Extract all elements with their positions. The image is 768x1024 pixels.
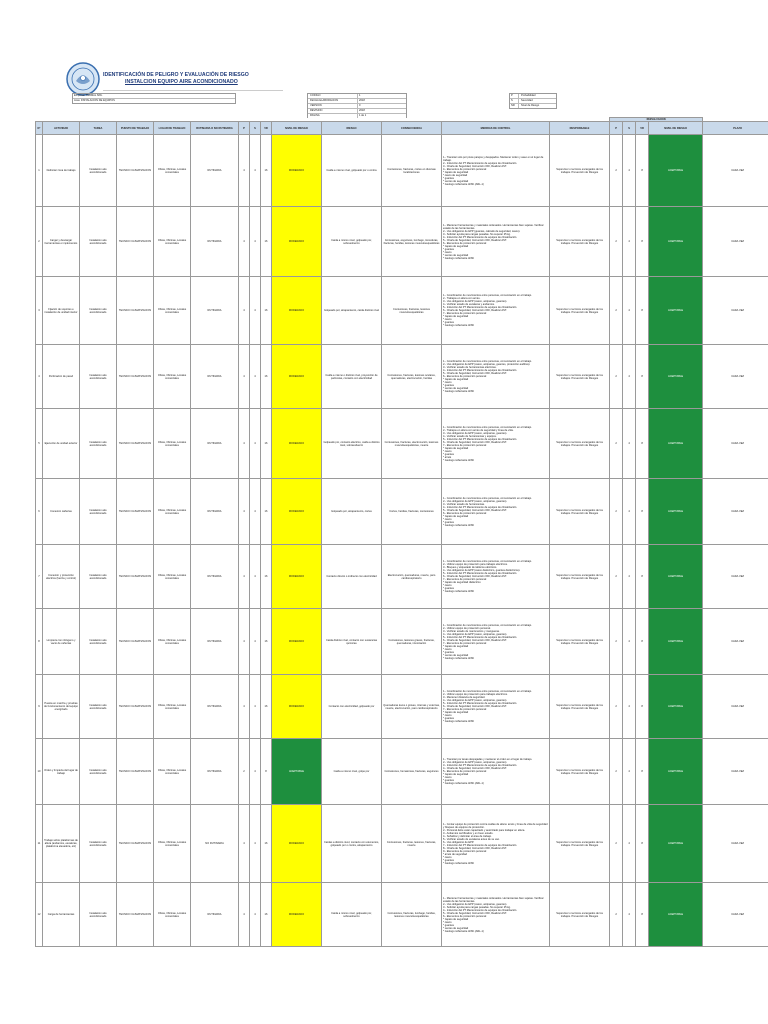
row-p2: 2 bbox=[610, 479, 623, 545]
row-nivel: MODERADO bbox=[272, 277, 322, 345]
col-n: N° bbox=[36, 122, 43, 135]
legend-label: Nivel de Riesgo bbox=[521, 104, 540, 107]
row-nivel2: ACEPTABLE bbox=[649, 409, 703, 479]
row-vr: 16 bbox=[261, 207, 272, 277]
row-p2: 2 bbox=[610, 207, 623, 277]
legend-label: Probabilidad bbox=[521, 94, 536, 97]
row-vr2: 8 bbox=[636, 135, 649, 207]
row-p2: 2 bbox=[610, 345, 623, 409]
row-number: 7 bbox=[36, 545, 43, 609]
row-nivel2: ACEPTABLE bbox=[649, 479, 703, 545]
row-plazo: CADA VEZ bbox=[703, 805, 768, 883]
row-puesto: TECNICO CLIMATIZACION bbox=[117, 739, 154, 805]
row-s: 4 bbox=[250, 207, 261, 277]
row-rutinaria: RUTINARIA bbox=[191, 545, 239, 609]
row-s: 4 bbox=[250, 409, 261, 479]
row-nivel: MODERADO bbox=[272, 207, 322, 277]
row-tarea: Instalacion aire acondicionado bbox=[80, 805, 117, 883]
row-riesgo: Caída a mismo nivel, golpeado por, sobreesfuerzo bbox=[322, 207, 382, 277]
row-vr: 16 bbox=[261, 609, 272, 675]
row-s2: 4 bbox=[623, 609, 636, 675]
row-tarea: Instalacion aire acondicionado bbox=[80, 883, 117, 947]
row-puesto: TECNICO CLIMATIZACION bbox=[117, 883, 154, 947]
row-p: 4 bbox=[239, 805, 250, 883]
table-row bbox=[36, 345, 768, 409]
row-vr2: 8 bbox=[636, 739, 649, 805]
row-riesgo: Caída a mismo o distinto nivel, proyección de partículas, contacto con electricidad bbox=[322, 345, 382, 409]
row-plazo: CADA VEZ bbox=[703, 207, 768, 277]
row-riesgo: Golpeado por, contacto eléctrico, caída a distinto nivel, sobreesfuerzo bbox=[322, 409, 382, 479]
row-rutinaria: RUTINARIA bbox=[191, 277, 239, 345]
row-p: 2 bbox=[239, 739, 250, 805]
row-vr: 16 bbox=[261, 409, 272, 479]
row-actividad: Cargar y descargar herramientas e implementos bbox=[43, 207, 80, 277]
table-row bbox=[36, 545, 768, 609]
row-p2: 2 bbox=[610, 883, 623, 947]
row-nivel2: ACEPTABLE bbox=[649, 739, 703, 805]
col-vr: VR bbox=[261, 122, 272, 135]
row-nivel2: ACEPTABLE bbox=[649, 345, 703, 409]
row-responsable: Supervisor o tecnicos encargados de los trabajos. Prevención de Riesgos bbox=[550, 277, 610, 345]
row-tarea: Instalacion aire acondicionado bbox=[80, 609, 117, 675]
row-riesgo: Caídas a distinto nivel, contacto con elementos, golpeado por o contra, atrapamiento bbox=[322, 805, 382, 883]
row-rutinaria: RUTINARIA bbox=[191, 883, 239, 947]
col-consecuencia: CONSECUENCIA bbox=[382, 122, 442, 135]
row-riesgo: Caída distinto nivel, contacto con sustancias químicas bbox=[322, 609, 382, 675]
document-subtitle: INSTALCION EQUIPO AIRE ACONDICIONADO bbox=[125, 79, 238, 85]
row-tarea: Instalacion aire acondicionado bbox=[80, 675, 117, 739]
row-p: 4 bbox=[239, 345, 250, 409]
row-consecuencia: Contusiones, fracturas, lesiones, fracturas, muerte bbox=[382, 805, 442, 883]
row-number: 4 bbox=[36, 345, 43, 409]
info-label: FECHA ELABORACION bbox=[309, 99, 358, 103]
info-box-left bbox=[72, 93, 236, 104]
row-riesgo: Caída a mismo nivel, golpeado por, sobreesfuerzo bbox=[322, 883, 382, 947]
company-logo-icon bbox=[66, 62, 100, 96]
row-actividad: Conexión y protección eléctrica (fuerza y control) bbox=[43, 545, 80, 609]
row-vr: 16 bbox=[261, 345, 272, 409]
table-row bbox=[36, 277, 768, 345]
row-lugar: Obras, Oficinas, Locales comerciales bbox=[154, 805, 191, 883]
row-tarea: Instalacion aire acondicionado bbox=[80, 277, 117, 345]
row-medidas: 1.- Coordinación de movimientos entre personas, comunicación en el trabajo. 2.- Uso obligatorio de EPP (casco, antiparras, guantes, protección auditiva). 3.- Verificar estado de herramientas eléctricas. 4.- Inducción del PT Mantenimiento de equipos de climatización. 5.- Charla de Seguridad, Instrucción ODI, Realizar AST. 6.- Elementos de protección personal: * zapato de seguridad * casco * guantes * Lentes de seguridad * Geologo reflectante ANSI bbox=[442, 345, 550, 409]
row-puesto: TECNICO CLIMATIZACION bbox=[117, 277, 154, 345]
row-nivel2: ACEPTABLE bbox=[649, 805, 703, 883]
row-medidas: 1.- Mantener herramientas y materiales ordenados. Herramientas bien sujetas. Verificar estado de las herramientas. 2.- Uso obligatorio de EPP (casco, antiparras, guantes). 3.- Solicitar ayuda para cargas pesadas. No superar 25 kg. 4.- Inducción del PT Mantenimiento de equipos de climatización. 5.- Charla de Seguridad, Instrucción ODI, Realizar AST. 6.- Elementos de protección personal: * zapato de seguridad * casco * guantes * Lentes de seguridad * Geologo reflectante ANSI (ARL-1) bbox=[442, 883, 550, 947]
row-plazo: CADA VEZ bbox=[703, 675, 768, 739]
row-puesto: TECNICO CLIMATIZACION bbox=[117, 479, 154, 545]
row-consecuencia: Contusiones, fracturas, lumbago, heridas, lesiones musculoesqueléticas bbox=[382, 883, 442, 947]
legend-box bbox=[509, 93, 557, 109]
document-title: IDENTIFICACIÓN DE PELIGRO Y EVALUACIÓN DE RIESGO bbox=[103, 72, 249, 78]
row-vr: 16 bbox=[261, 675, 272, 739]
row-rutinaria: RUTINARIA bbox=[191, 739, 239, 805]
row-s: 4 bbox=[250, 545, 261, 609]
row-tarea: Instalacion aire acondicionado bbox=[80, 409, 117, 479]
row-responsable: Supervisor o tecnicos encargados de los trabajos. Prevención de Riesgos bbox=[550, 739, 610, 805]
row-plazo: CADA VEZ bbox=[703, 135, 768, 207]
row-nivel: MODERADO bbox=[272, 545, 322, 609]
info-area: Área: INSTALACION DE EQUIPOS bbox=[74, 99, 115, 102]
row-puesto: TECNICO CLIMATIZACION bbox=[117, 409, 154, 479]
title-underline bbox=[103, 90, 283, 91]
info-value: 1 de 1 bbox=[359, 114, 367, 117]
row-actividad: Carga de herramientas bbox=[43, 883, 80, 947]
table-row bbox=[36, 609, 768, 675]
row-plazo: CADA VEZ bbox=[703, 277, 768, 345]
table-row bbox=[36, 479, 768, 545]
row-actividad: Puesta en marcha y pruebas de funcionamiento del equipo energizado bbox=[43, 675, 80, 739]
row-riesgo: Contacto con electricidad, golpeado por bbox=[322, 675, 382, 739]
row-responsable: Supervisor o tecnicos encargados de los trabajos. Prevención de Riesgos bbox=[550, 135, 610, 207]
col-plazo: PLAZO bbox=[703, 122, 768, 135]
col-p2: P bbox=[610, 122, 623, 135]
row-vr: 16 bbox=[261, 479, 272, 545]
risk-matrix-table bbox=[35, 117, 768, 947]
table-row bbox=[36, 675, 768, 739]
row-number: 1 bbox=[36, 135, 43, 207]
row-s: 4 bbox=[250, 609, 261, 675]
row-lugar: Obras, Oficinas, Locales comerciales bbox=[154, 739, 191, 805]
row-tarea: Instalacion aire acondicionado bbox=[80, 739, 117, 805]
table-row bbox=[36, 207, 768, 277]
table-row bbox=[36, 883, 768, 947]
row-s2: 4 bbox=[623, 409, 636, 479]
row-medidas: 1.- Coordinación de movimientos entre personas, comunicación en el trabajo. 2.- Utilizar equipo de protección personal. 3.- Verificar estado de manómetros y mangueras. 4.- Uso obligatorio de EPP (casco, antiparras, guantes). 5.- Inducción del PT Mantenimiento de equipos de climatización. 6.- Charla de Seguridad, Instrucción ODI, Realizar AST. 7.- Elementos de protección personal: * zapato de seguridad * casco * guantes * Lentes de seguridad * Geologo reflectante ANSI bbox=[442, 609, 550, 675]
row-s2: 4 bbox=[623, 135, 636, 207]
row-consecuencia: Electrocución, quemaduras, muerte, paro cardiorespiratorio bbox=[382, 545, 442, 609]
row-medidas: 1.- Coordinación de movimientos entre personas, comunicación en el trabajo. 2.- Utilizar equipo de protección para trabajos eléctricos. 3.- Bloqueo y etiquetado de tableros eléctricos. 4.- Uso obligatorio de EPP (casco dieléctrico, guantes dieléctricos). 5.- Inducción del PT Mantenimiento de equipos de climatización. 6.- Charla de Seguridad, Instrucción ODI, Realizar AST. 7.- Elementos de protección personal: * zapato de seguridad dieléctrico * casco * guantes * Geologo reflectante ANSI bbox=[442, 545, 550, 609]
row-nivel2: ACEPTABLE bbox=[649, 277, 703, 345]
row-responsable: Supervisor o tecnicos encargados de los trabajos. Prevención de Riesgos bbox=[550, 345, 610, 409]
row-p2: 2 bbox=[610, 805, 623, 883]
row-responsable: Supervisor o tecnicos encargados de los trabajos. Prevención de Riesgos bbox=[550, 409, 610, 479]
row-vr: 8 bbox=[261, 739, 272, 805]
info-value: 1 bbox=[359, 94, 361, 97]
row-medidas: 1.- Transitar solo por pisos parejos y despejados. Mantener orden y aseo en el lugar de trabajo. 2.- Inducción del PT Mantenimiento de equipos de climatización. 3.- Charla de Seguridad, Instrucción ODI, Realizar AST. 4.- Elementos de protección personal: * zapato de seguridad * casco de seguridad * guantes * Lentes de seguridad * Geologo reflectante ANSI (ARL-1) bbox=[442, 135, 550, 207]
info-label: VERSION bbox=[309, 104, 358, 108]
row-rutinaria: RUTINARIA bbox=[191, 135, 239, 207]
row-s: 4 bbox=[250, 135, 261, 207]
row-consecuencia: Contusiones, lesiones graves, fracturas, quemaduras, intoxicación bbox=[382, 609, 442, 675]
row-vr2: 8 bbox=[636, 545, 649, 609]
row-p: 4 bbox=[239, 609, 250, 675]
row-responsable: Supervisor o tecnicos encargados de los trabajos. Prevención de Riesgos bbox=[550, 545, 610, 609]
row-p: 4 bbox=[239, 675, 250, 739]
row-p2: 2 bbox=[610, 545, 623, 609]
legend-key: NR bbox=[511, 104, 519, 108]
col-vr2: VR bbox=[636, 122, 649, 135]
row-tarea: Instalacion aire acondicionado bbox=[80, 545, 117, 609]
col-nivel: NIVEL DE RIESGO bbox=[272, 122, 322, 135]
legend-key: S bbox=[511, 99, 519, 103]
row-medidas: 1.- Coordinación de movimientos entre personas, comunicación en el trabajo. 2.- Uso obligatorio de EPP (casco, antiparras, guantes). 3.- Verificar estado de herramientas. 4.- Inducción del PT Mantenimiento de equipos de climatización. 5.- Charla de Seguridad, Instrucción ODI, Realizar AST. 6.- Elementos de protección personal: * zapato de seguridad * casco * guantes * Geologo reflectante ANSI bbox=[442, 479, 550, 545]
reevaluation-header: REEVALUACION bbox=[610, 118, 703, 122]
row-s: 4 bbox=[250, 277, 261, 345]
row-plazo: CADA VEZ bbox=[703, 739, 768, 805]
row-plazo: CADA VEZ bbox=[703, 345, 768, 409]
row-number: 2 bbox=[36, 207, 43, 277]
row-responsable: Supervisor o tecnicos encargados de los trabajos. Prevención de Riesgos bbox=[550, 805, 610, 883]
row-puesto: TECNICO CLIMATIZACION bbox=[117, 675, 154, 739]
row-consecuencia: Contusiones, fracturas, cortes en diversas localizaciones bbox=[382, 135, 442, 207]
col-riesgo: RIESGO bbox=[322, 122, 382, 135]
row-lugar: Obras, Oficinas, Locales comerciales bbox=[154, 675, 191, 739]
row-actividad: Fijación de soportes e instalación de unidad interior bbox=[43, 277, 80, 345]
row-nivel: MODERADO bbox=[272, 479, 322, 545]
row-vr2: 8 bbox=[636, 805, 649, 883]
row-s: 4 bbox=[250, 883, 261, 947]
row-vr2: 8 bbox=[636, 675, 649, 739]
row-p2: 2 bbox=[610, 409, 623, 479]
row-tarea: Instalacion aire acondicionado bbox=[80, 135, 117, 207]
col-nivel2: NIVEL DE RIESGO bbox=[649, 122, 703, 135]
col-puesto: PUESTO DE TRABAJO bbox=[117, 122, 154, 135]
row-s2: 4 bbox=[623, 207, 636, 277]
row-number: 8 bbox=[36, 609, 43, 675]
row-p: 4 bbox=[239, 479, 250, 545]
col-actividad: ACTIVIDAD bbox=[43, 122, 80, 135]
row-medidas: 1.- Coordinación de movimientos entre personas, comunicación en el trabajo. 2.- Trabajos en altura con arnés. 3.- Uso obligatorio de EPP (casco, antiparras, guantes). 4.- Verificar estado de escaleras y andamios. 5.- Inducción del PT Mantenimiento de equipos de climatización. 6.- Charla de Seguridad, Instrucción ODI, Realizar AST. 7.- Elementos de protección personal: * zapato de seguridad * casco * guantes * Geologo reflectante ANSI bbox=[442, 277, 550, 345]
row-consecuencia: Cortes, heridas, fracturas, contusiones bbox=[382, 479, 442, 545]
row-vr2: 8 bbox=[636, 277, 649, 345]
col-responsable: RESPONSABLE bbox=[550, 122, 610, 135]
row-vr2: 8 bbox=[636, 409, 649, 479]
row-p2: 2 bbox=[610, 277, 623, 345]
row-consecuencia: Contusiones, fracturas, lesiones musculoesqueléticas bbox=[382, 277, 442, 345]
info-company: Empresa: TERMAL SPA. bbox=[73, 94, 235, 99]
row-lugar: Obras, Oficinas, Locales comerciales bbox=[154, 883, 191, 947]
row-s2: 4 bbox=[623, 883, 636, 947]
row-riesgo: Caída a mismo nivel, golpeado por o contra bbox=[322, 135, 382, 207]
row-nivel: MODERADO bbox=[272, 805, 322, 883]
row-vr: 16 bbox=[261, 545, 272, 609]
row-s: 4 bbox=[250, 675, 261, 739]
row-p: 4 bbox=[239, 409, 250, 479]
row-vr2: 8 bbox=[636, 207, 649, 277]
row-nivel2: ACEPTABLE bbox=[649, 135, 703, 207]
info-value: 2018 bbox=[359, 109, 365, 112]
row-riesgo: Golpeado por, atrapamiento, cortes bbox=[322, 479, 382, 545]
row-puesto: TECNICO CLIMATIZACION bbox=[117, 545, 154, 609]
row-medidas: 1.- Coordinación de movimientos entre personas, comunicación en el trabajo. 2.- Utilizar equipo de protección para trabajos eléctricos. 3.- Mantener distancia de seguridad. 4.- Uso obligatorio de EPP (casco, antiparras, guantes). 5.- Inducción del PT Mantenimiento de equipos de climatización. 6.- Charla de Seguridad, Instrucción ODI, Realizar AST. 7.- Elementos de protección personal: * zapato de seguridad * casco * guantes * Geologo reflectante ANSI bbox=[442, 675, 550, 739]
row-actividad: Conexión cañerías bbox=[43, 479, 80, 545]
row-consecuencia: Quemaduras leves o graves, internas y externas, muerte, electrocución, paro cardiorespiratorio bbox=[382, 675, 442, 739]
row-s2: 4 bbox=[623, 479, 636, 545]
row-vr: 16 bbox=[261, 135, 272, 207]
row-s2: 4 bbox=[623, 805, 636, 883]
row-nivel: MODERADO bbox=[272, 345, 322, 409]
info-label: CODIGO bbox=[309, 94, 358, 98]
row-vr2: 8 bbox=[636, 609, 649, 675]
row-nivel: MODERADO bbox=[272, 675, 322, 739]
row-medidas: 1.- Contar equipo de protección contra caídas de altura: arnés y línea de vida de seguridad y bloqueo de equipos de protección. 2.- Personal debe estar capacitado y autorizado para trabajar en altura. 3.- Andamios certificados y en buen estado. 4.- Señalizar y delimitar el área de trabajo. 5.- Verificar estado de escaleras antes de su uso. 6.- Uso obligatorio de EPP. 7.- Inducción del PT Mantenimiento de equipos de climatización. 8.- Charla de Seguridad, Instrucción ODI, Realizar AST. 9.- Elementos de protección personal: * arnés de seguridad * casco * guantes * Geologo reflectante ANSI bbox=[442, 805, 550, 883]
row-actividad: Perforación de pared bbox=[43, 345, 80, 409]
row-vr: 16 bbox=[261, 883, 272, 947]
info-label: REVISION bbox=[309, 109, 358, 113]
row-s: 4 bbox=[250, 479, 261, 545]
row-p: 4 bbox=[239, 545, 250, 609]
info-label: PAGINA bbox=[309, 114, 358, 118]
row-medidas: 1.- Transitar por áreas despejadas y mantener el orden en el lugar de trabajo. 2.- Uso obligatorio de EPP (casco, antiparras, guantes). 3.- Inducción del PT Mantenimiento de equipos de climatización. 4.- Charla de Seguridad, Instrucción ODI, Realizar AST. 5.- Elementos de protección personal: * zapato de seguridad * casco * guantes * Geologo reflectante ANSI (ARL-1) bbox=[442, 739, 550, 805]
row-actividad: Trabajo sobre plataformas de altura (andamios, escaleras, plataforma elevadora, etc) bbox=[43, 805, 80, 883]
col-tarea: TAREA bbox=[80, 122, 117, 135]
row-s2: 4 bbox=[623, 345, 636, 409]
row-rutinaria: RUTINARIA bbox=[191, 409, 239, 479]
row-actividad: Delimitar zona de trabajo bbox=[43, 135, 80, 207]
row-s2: 4 bbox=[623, 675, 636, 739]
row-riesgo: Caída a mismo nivel, golpe por bbox=[322, 739, 382, 805]
row-tarea: Instalacion aire acondicionado bbox=[80, 345, 117, 409]
row-p: 4 bbox=[239, 883, 250, 947]
row-puesto: TECNICO CLIMATIZACION bbox=[117, 345, 154, 409]
row-lugar: Obras, Oficinas, Locales comerciales bbox=[154, 409, 191, 479]
row-vr: 16 bbox=[261, 277, 272, 345]
row-nivel2: ACEPTABLE bbox=[649, 609, 703, 675]
row-nivel2: ACEPTABLE bbox=[649, 207, 703, 277]
col-rutinaria: RUTINARIA O NO RUTINARIA bbox=[191, 122, 239, 135]
col-p: P bbox=[239, 122, 250, 135]
row-number: 3 bbox=[36, 277, 43, 345]
row-number: 9 bbox=[36, 675, 43, 739]
row-number: 11 bbox=[36, 805, 43, 883]
row-nivel: ACEPTABLE bbox=[272, 739, 322, 805]
row-nivel2: ACEPTABLE bbox=[649, 883, 703, 947]
row-rutinaria: RUTINARIA bbox=[191, 675, 239, 739]
row-nivel: MODERADO bbox=[272, 883, 322, 947]
row-nivel2: ACEPTABLE bbox=[649, 675, 703, 739]
row-p2: 2 bbox=[610, 135, 623, 207]
row-puesto: TECNICO CLIMATIZACION bbox=[117, 207, 154, 277]
row-vr: 16 bbox=[261, 805, 272, 883]
col-s2: S bbox=[623, 122, 636, 135]
legend-label: Severidad bbox=[521, 99, 533, 102]
row-consecuencia: Contusiones, esguinces, lumbago, torceduras, fracturas, heridas, lesiones musculoesqueléticas bbox=[382, 207, 442, 277]
row-tarea: Instalacion aire acondicionado bbox=[80, 479, 117, 545]
table-row bbox=[36, 805, 768, 883]
row-rutinaria: RUTINARIA bbox=[191, 609, 239, 675]
row-plazo: CADA VEZ bbox=[703, 545, 768, 609]
table-body bbox=[36, 135, 768, 947]
row-p2: 2 bbox=[610, 609, 623, 675]
table-row bbox=[36, 135, 768, 207]
row-consecuencia: Contusiones, hematomas, fracturas, esguinces bbox=[382, 739, 442, 805]
info-value: 2018 bbox=[359, 99, 365, 102]
row-vr2: 8 bbox=[636, 479, 649, 545]
row-s2: 4 bbox=[623, 545, 636, 609]
row-p2: 2 bbox=[610, 739, 623, 805]
legend-key: P bbox=[511, 94, 519, 98]
row-number: 6 bbox=[36, 479, 43, 545]
row-lugar: Obras, Oficinas, Locales comerciales bbox=[154, 207, 191, 277]
col-medidas: MEDIDAS DE CONTROL bbox=[442, 122, 550, 135]
row-lugar: Obras, Oficinas, Locales comerciales bbox=[154, 479, 191, 545]
row-rutinaria: NO RUTINARIA bbox=[191, 805, 239, 883]
row-tarea: Instalacion aire acondicionado bbox=[80, 207, 117, 277]
row-p: 4 bbox=[239, 277, 250, 345]
row-medidas: 1.- Mantener herramientas y materiales ordenados. Herramientas bien sujetas. Verificar estado de las herramientas. 2.- Uso obligatorio de EPP (guantes, calzado de seguridad, casco). 3.- Solicitar ayuda para cargas pesadas. No superar 25 kg. 4.- Inducción del PT Mantenimiento de equipos de climatización. 5.- Charla de Seguridad, Instrucción ODI, Realizar AST. 6.- Elementos de protección personal: * zapato de seguridad * guantes * casco * Lentes de seguridad * Geologo reflectante ANSI bbox=[442, 207, 550, 277]
row-lugar: Obras, Oficinas, Locales comerciales bbox=[154, 545, 191, 609]
row-puesto: TECNICO CLIMATIZACION bbox=[117, 609, 154, 675]
row-vr2: 8 bbox=[636, 345, 649, 409]
row-consecuencia: Contusiones, fracturas, lesiones oculares, quemaduras, electrocución, heridas bbox=[382, 345, 442, 409]
row-responsable: Supervisor o tecnicos encargados de los trabajos. Prevención de Riesgos bbox=[550, 609, 610, 675]
table-row bbox=[36, 739, 768, 805]
row-riesgo: Contacto directo o indirecto con electricidad bbox=[322, 545, 382, 609]
row-responsable: Supervisor o tecnicos encargados de los trabajos. Prevención de Riesgos bbox=[550, 207, 610, 277]
row-vr2: 8 bbox=[636, 883, 649, 947]
info-box-mid bbox=[307, 93, 407, 119]
row-s: 4 bbox=[250, 345, 261, 409]
row-rutinaria: RUTINARIA bbox=[191, 345, 239, 409]
row-number: 5 bbox=[36, 409, 43, 479]
row-rutinaria: RUTINARIA bbox=[191, 207, 239, 277]
row-plazo: CADA VEZ bbox=[703, 409, 768, 479]
row-actividad: Orden y limpieza del lugar de trabajo bbox=[43, 739, 80, 805]
table-row bbox=[36, 409, 768, 479]
info-value: 0 bbox=[359, 104, 361, 107]
row-s: 4 bbox=[250, 739, 261, 805]
row-lugar: Obras, Oficinas, Locales comerciales bbox=[154, 135, 191, 207]
row-nivel: MODERADO bbox=[272, 609, 322, 675]
row-responsable: Supervisor o tecnicos encargados de los trabajos. Prevención de Riesgos bbox=[550, 883, 610, 947]
row-responsable: Supervisor o tecnicos encargados de los trabajos. Prevención de Riesgos bbox=[550, 479, 610, 545]
row-plazo: CADA VEZ bbox=[703, 883, 768, 947]
row-puesto: TECNICO CLIMATIZACION bbox=[117, 135, 154, 207]
row-number: 10 bbox=[36, 739, 43, 805]
row-lugar: Obras, Oficinas, Locales comerciales bbox=[154, 277, 191, 345]
row-actividad: Ejecución de unidad exterior bbox=[43, 409, 80, 479]
row-medidas: 1.- Coordinación de movimientos entre personas, comunicación en el trabajo. 2.- Trabajos en altura con arnés de seguridad y línea de vida. 3.- Uso obligatorio de EPP (casco, antiparras, guantes). 4.- Verificar estado de herramientas y equipos. 5.- Inducción del PT Mantenimiento de equipos de climatización. 6.- Charla de Seguridad, Instrucción ODI, Realizar AST. 7.- Elementos de protección personal: * zapato de seguridad * casco * guantes * arnés * Geologo reflectante ANSI bbox=[442, 409, 550, 479]
row-plazo: CADA VEZ bbox=[703, 609, 768, 675]
row-s: 4 bbox=[250, 805, 261, 883]
row-plazo: CADA VEZ bbox=[703, 479, 768, 545]
row-number: 12 bbox=[36, 883, 43, 947]
row-consecuencia: Contusiones, fracturas, electrocución, lesiones musculoesqueléticas, muerte bbox=[382, 409, 442, 479]
row-rutinaria: RUTINARIA bbox=[191, 479, 239, 545]
col-s: S bbox=[250, 122, 261, 135]
table-header bbox=[36, 122, 768, 135]
row-s2: 4 bbox=[623, 277, 636, 345]
row-nivel2: ACEPTABLE bbox=[649, 545, 703, 609]
row-puesto: TECNICO CLIMATIZACION bbox=[117, 805, 154, 883]
row-riesgo: Golpeado por, atrapamiento, caída distinto nivel bbox=[322, 277, 382, 345]
row-p: 4 bbox=[239, 135, 250, 207]
row-lugar: Obras, Oficinas, Locales comerciales bbox=[154, 345, 191, 409]
row-responsable: Supervisor o tecnicos encargados de los trabajos. Prevención de Riesgos bbox=[550, 675, 610, 739]
row-p2: 2 bbox=[610, 675, 623, 739]
row-actividad: Limpieza con nitrógeno y vacío de cañerías bbox=[43, 609, 80, 675]
row-p: 4 bbox=[239, 207, 250, 277]
row-nivel: MODERADO bbox=[272, 409, 322, 479]
row-nivel: MODERADO bbox=[272, 135, 322, 207]
col-lugar: LUGAR DE TRABAJO bbox=[154, 122, 191, 135]
row-s2: 4 bbox=[623, 739, 636, 805]
row-lugar: Obras, Oficinas, Locales comerciales bbox=[154, 609, 191, 675]
